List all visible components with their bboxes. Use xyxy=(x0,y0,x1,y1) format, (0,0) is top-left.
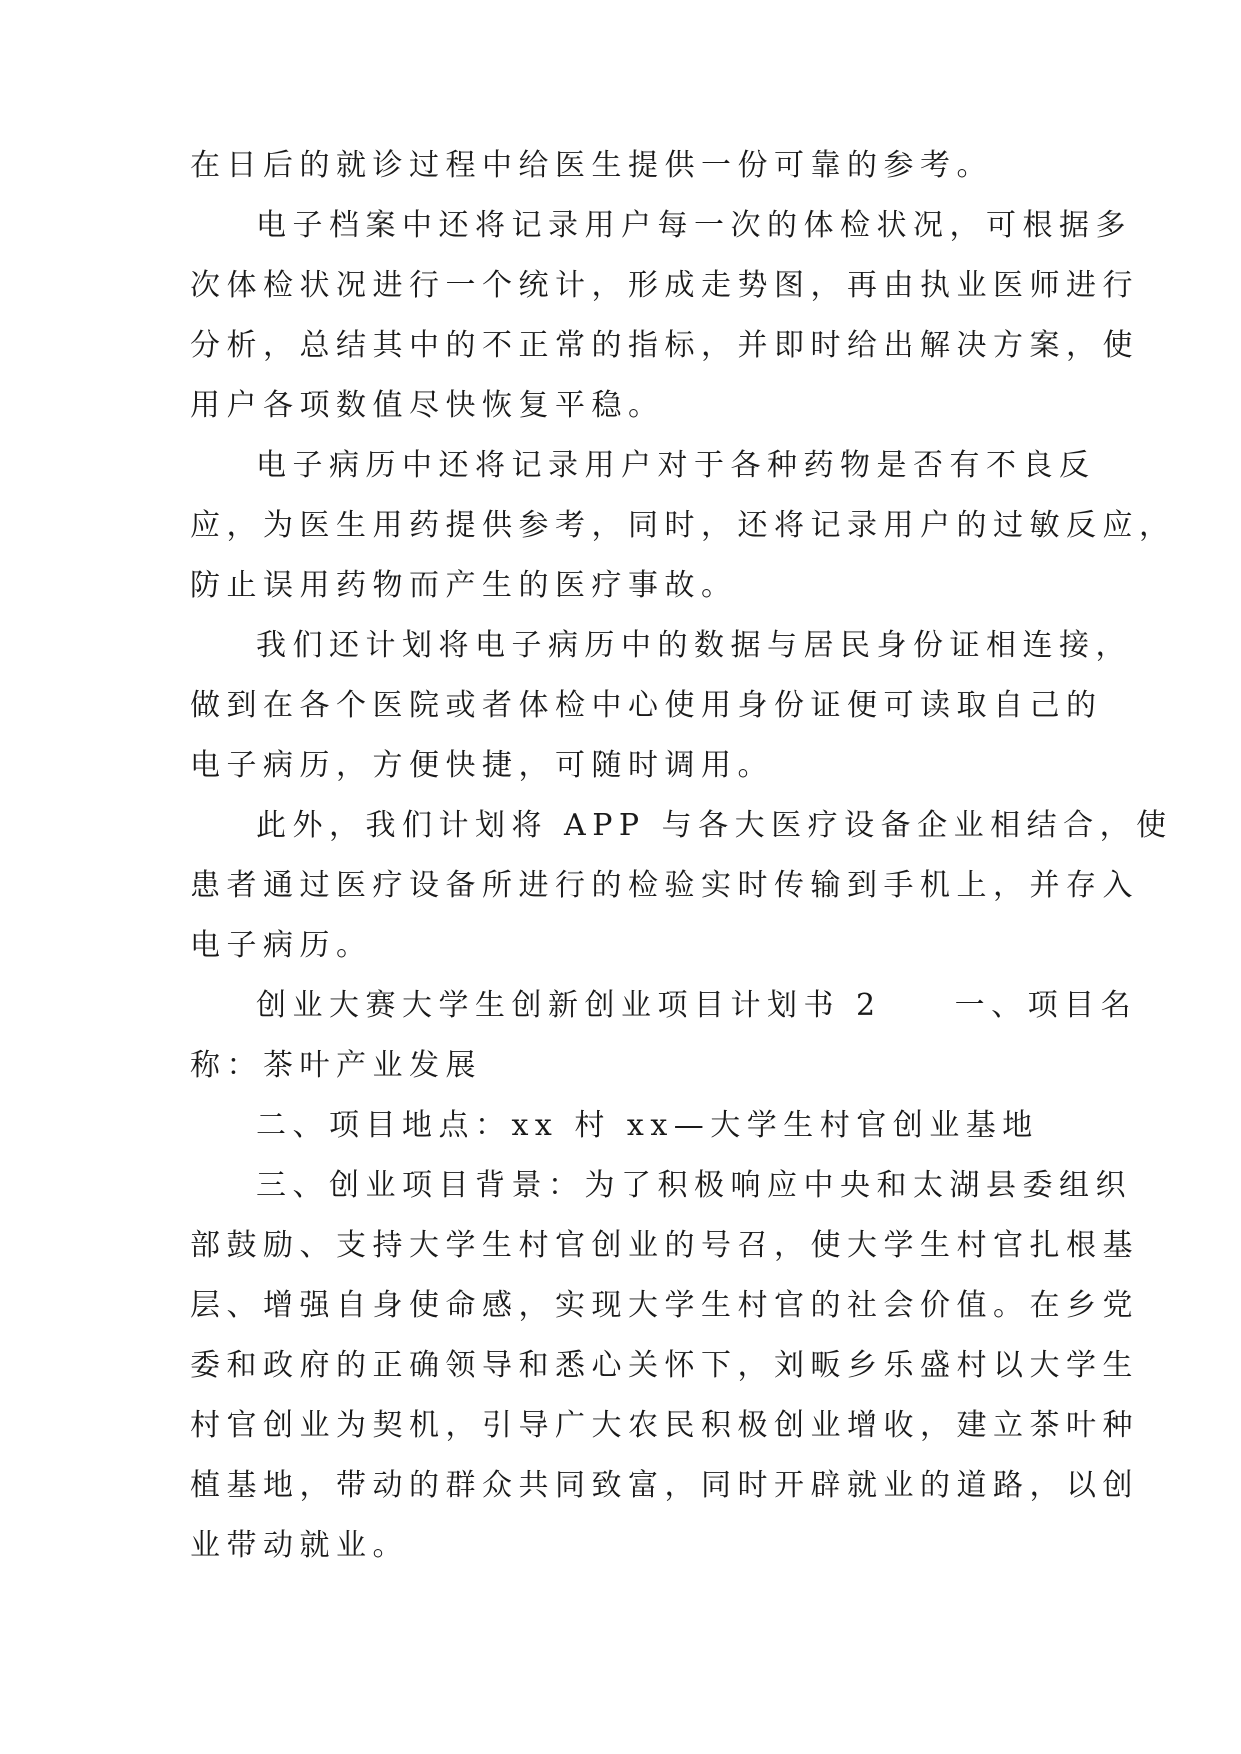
paragraph xyxy=(190,796,1173,976)
text-line: 应，为医生用药提供参考，同时，还将记录用户的过敏反应， xyxy=(190,508,1176,543)
text-line: 患者通过医疗设备所进行的检验实时传输到手机上，并存入 xyxy=(190,868,1139,903)
text-line: 委和政府的正确领导和悉心关怀下，刘畈乡乐盛村以大学生 xyxy=(190,1348,1139,1383)
text-line: 我们还计划将电子病历中的数据与居民身份证相连接， xyxy=(256,628,1132,663)
text-line: 在日后的就诊过程中给医生提供一份可靠的参考。 xyxy=(190,148,993,183)
paragraph xyxy=(190,436,1176,616)
text-line: 电子档案中还将记录用户每一次的体检状况，可根据多 xyxy=(256,208,1132,243)
text-line: 电子病历。 xyxy=(190,928,373,963)
text-line: 用户各项数值尽快恢复平稳。 xyxy=(190,388,665,423)
text-line: 创业大赛大学生创新创业项目计划书 2 一、项目名 xyxy=(256,988,1138,1023)
text-line: 三、创业项目背景：为了积极响应中央和太湖县委组织 xyxy=(256,1168,1132,1203)
text-line: 此外，我们计划将 APP 与各大医疗设备企业相结合，使 xyxy=(256,808,1173,843)
text-line: 次体检状况进行一个统计，形成走势图，再由执业医师进行 xyxy=(190,268,1139,303)
paragraph xyxy=(190,616,1132,796)
text-line: 称：茶叶产业发展 xyxy=(190,1048,482,1083)
paragraph xyxy=(190,976,1138,1096)
paragraph xyxy=(190,1156,1139,1576)
text-line: 防止误用药物而产生的医疗事故。 xyxy=(190,568,738,603)
text-line: 业带动就业。 xyxy=(190,1528,409,1563)
document-body xyxy=(190,136,1176,1576)
text-line: 分析，总结其中的不正常的指标，并即时给出解决方案，使 xyxy=(190,328,1139,363)
text-line: 层、增强自身使命感，实现大学生村官的社会价值。在乡党 xyxy=(190,1288,1139,1323)
paragraph xyxy=(190,1096,1050,1156)
text-line: 电子病历中还将记录用户对于各种药物是否有不良反 xyxy=(256,448,1096,483)
text-line: 部鼓励、支持大学生村官创业的号召，使大学生村官扎根基 xyxy=(190,1228,1139,1263)
text-line: 植基地，带动的群众共同致富，同时开辟就业的道路，以创 xyxy=(190,1468,1139,1503)
text-line: 村官创业为契机，引导广大农民积极创业增收，建立茶叶种 xyxy=(190,1408,1139,1443)
paragraph xyxy=(190,136,1050,196)
text-line: 电子病历，方便快捷，可随时调用。 xyxy=(190,748,774,783)
text-line: 二、项目地点：xx 村 xx—大学生村官创业基地 xyxy=(256,1108,1039,1143)
paragraph xyxy=(190,196,1139,436)
text-line: 做到在各个医院或者体检中心使用身份证便可读取自己的 xyxy=(190,688,1103,723)
